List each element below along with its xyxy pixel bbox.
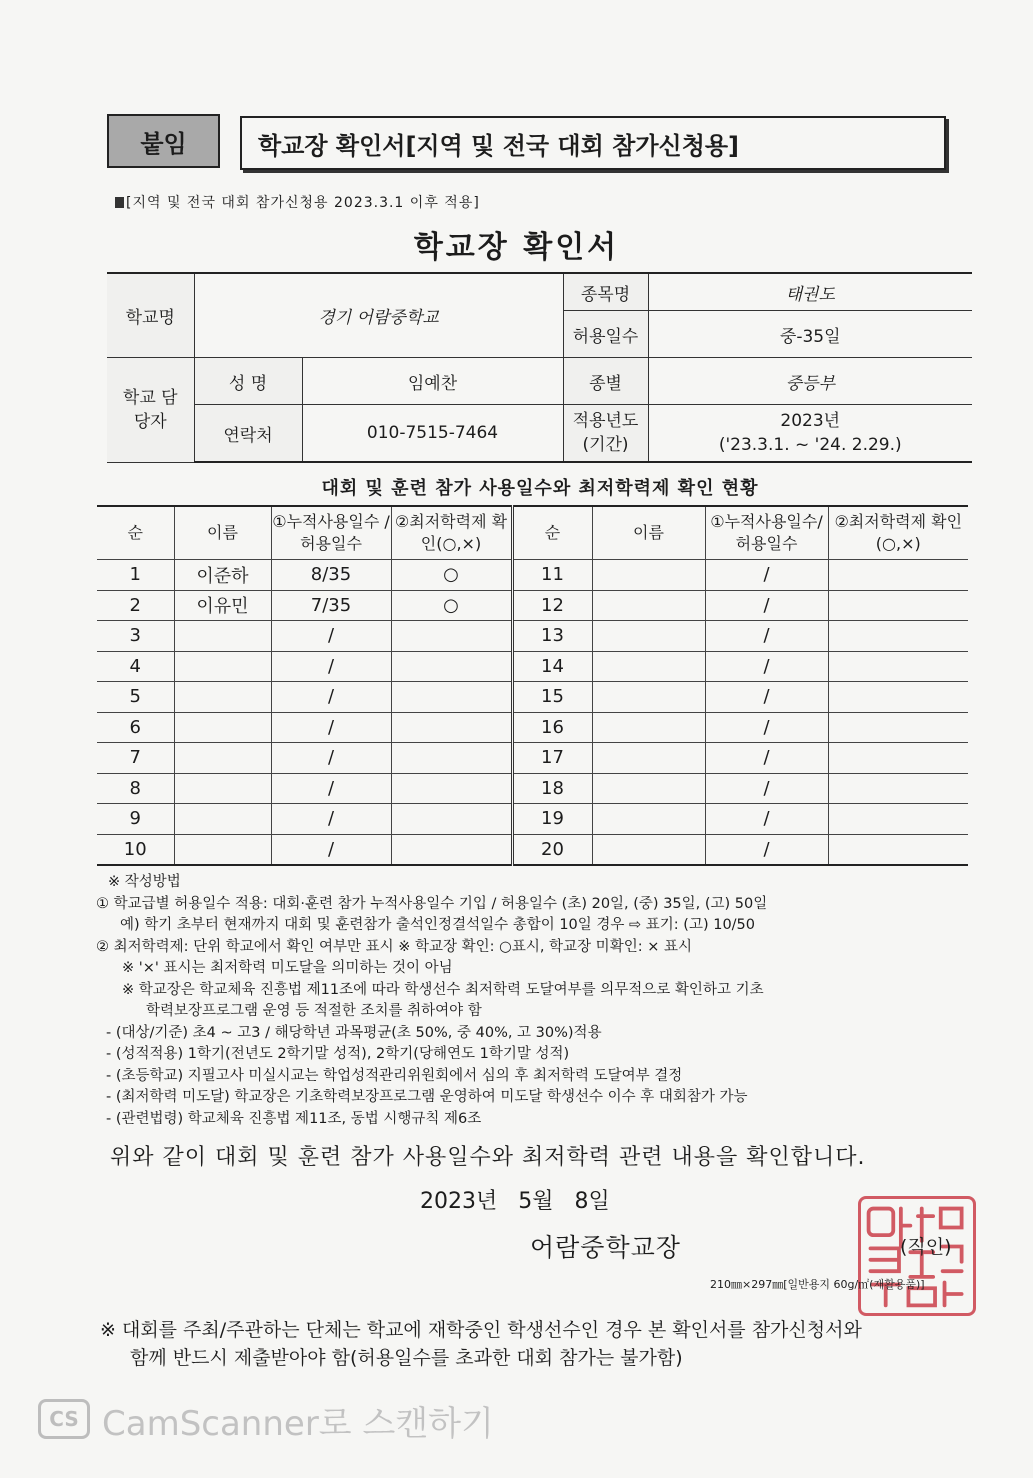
detail-3: - (초등학교) 지필고사 미실시교는 학업성적관리위원회에서 심의 후 최저학력 도달여부 결정 — [106, 1067, 683, 1084]
table-cell: 10 — [97, 834, 174, 865]
detail-1: - (대상/기준) 초4 ~ 고3 / 해당학년 과목평균(초 50%, 중 40%, 고 30%)적용 — [106, 1024, 602, 1041]
applicability-note: [지역 및 전국 대회 참가신청용 2023.3.1 이후 적용] — [115, 192, 480, 212]
status-title: 대회 및 훈련 참가 사용일수와 최저학력제 확인 현황 — [321, 478, 759, 499]
table-cell: / — [271, 743, 391, 774]
table-cell — [828, 682, 968, 713]
table-cell: 3 — [97, 621, 174, 652]
sport-label: 종목명 — [563, 273, 648, 311]
table-cell: / — [705, 560, 828, 591]
table-cell — [592, 560, 705, 591]
attachment-tag: 붙임 — [107, 114, 220, 168]
table-cell — [592, 621, 705, 652]
table-cell: 2 — [97, 590, 174, 621]
table-row — [97, 590, 968, 621]
table-cell — [592, 804, 705, 835]
table-cell: / — [271, 651, 391, 682]
table-cell: 6 — [97, 712, 174, 743]
submission-note-line-1: ※ 대회를 주최/주관하는 단체는 학교에 재학중인 학생선수인 경우 본 확인서를 참가신청서와 — [100, 1319, 862, 1341]
note-2-a: ※ '×' 표시는 최저학력 미도달을 의미하는 것이 아님 — [122, 960, 453, 976]
table-cell — [391, 773, 512, 804]
table-row — [97, 651, 968, 682]
table-cell — [828, 651, 968, 682]
table-cell: / — [271, 773, 391, 804]
note-2-b: ※ 학교장은 학교체육 진흥법 제11조에 따라 학생선수 최저학력 도달여부를 의무적으로 확인하고 기초 — [122, 981, 764, 998]
column-header: ②최저학력제 확인(○,×) — [828, 506, 968, 560]
table-cell — [174, 712, 271, 743]
table-cell: 19 — [512, 804, 592, 835]
table-cell: / — [705, 590, 828, 621]
table-cell: / — [705, 804, 828, 835]
table-cell — [592, 682, 705, 713]
name-value: 임예찬 — [302, 358, 563, 405]
table-cell: / — [705, 682, 828, 713]
table-cell: / — [271, 621, 391, 652]
table-cell — [828, 712, 968, 743]
column-header: 순 — [97, 506, 174, 560]
table-cell: / — [705, 621, 828, 652]
writing-instructions — [96, 872, 976, 1130]
period-value: ('23.3.1. ~ '24. 2.29.) — [718, 435, 902, 455]
issue-date: 2023년 5월 8일 — [420, 1189, 610, 1214]
column-header: ①누적사용일수 /허용일수 — [271, 506, 391, 560]
year-cell — [648, 405, 972, 463]
detail-4: - (최저학력 미도달) 학교장은 기초학력보장프로그램 운영하여 미도달 학생선수 이수 후 대회참가 가능 — [106, 1089, 748, 1105]
seal-label: (직인) — [900, 1236, 952, 1258]
table-cell: / — [705, 712, 828, 743]
column-header: ①누적사용일수/ 허용일수 — [705, 506, 828, 560]
table-cell: 이준하 — [174, 560, 271, 591]
table-row — [97, 560, 968, 591]
table-row — [97, 804, 968, 835]
table-cell — [592, 712, 705, 743]
document-title: 학교장 확인서 — [413, 230, 620, 265]
table-cell: 5 — [97, 682, 174, 713]
days-value: 중-35일 — [648, 311, 972, 358]
camscanner-logo-icon: CS — [38, 1399, 90, 1439]
table-cell: 14 — [512, 651, 592, 682]
table-cell: 18 — [512, 773, 592, 804]
table-cell — [592, 590, 705, 621]
table-cell: / — [705, 743, 828, 774]
confirmation-text: 위와 같이 대회 및 훈련 참가 사용일수와 최저학력 관련 내용을 확인합니다. — [110, 1145, 866, 1170]
days-label: 허용일수 — [563, 311, 648, 358]
table-cell — [391, 682, 512, 713]
table-cell: 11 — [512, 560, 592, 591]
table-cell: 12 — [512, 590, 592, 621]
table-row — [97, 743, 968, 774]
table-cell — [828, 804, 968, 835]
table-cell — [828, 590, 968, 621]
table-cell: 8 — [97, 773, 174, 804]
table-cell: 13 — [512, 621, 592, 652]
table-row — [97, 621, 968, 652]
table-cell — [391, 804, 512, 835]
table-cell — [174, 804, 271, 835]
table-cell — [174, 743, 271, 774]
notes-heading: ※ 작성방법 — [108, 874, 181, 890]
submission-note-line-2: 함께 반드시 제출받아야 함(허용일수를 초과한 대회 참가는 불가함) — [130, 1347, 683, 1369]
table-cell: ○ — [391, 590, 512, 621]
contact-value: 010-7515-7464 — [302, 405, 563, 463]
table-cell: 20 — [512, 834, 592, 865]
division-value: 중등부 — [648, 358, 972, 405]
table-cell: 4 — [97, 651, 174, 682]
detail-2: - (성적적용) 1학기(전년도 2학기말 성적), 2학기(당해연도 1학기말 성적) — [106, 1046, 570, 1062]
table-cell — [174, 651, 271, 682]
table-row — [97, 773, 968, 804]
table-cell — [592, 743, 705, 774]
table-cell: / — [271, 834, 391, 865]
note-2-b-cont: 학력보장프로그램 운영 등 적절한 조치를 취하여야 함 — [146, 1003, 482, 1019]
table-cell — [828, 621, 968, 652]
table-cell: 7 — [97, 743, 174, 774]
table-cell — [391, 621, 512, 652]
table-cell: 7/35 — [271, 590, 391, 621]
table-cell: 16 — [512, 712, 592, 743]
table-cell — [391, 712, 512, 743]
table-cell: / — [271, 682, 391, 713]
note-2: ② 최저학력제: 단위 학교에서 확인 여부만 표시 ※ 학교장 확인: ○표시, 학교장 미확인: × 표시 — [96, 938, 692, 955]
status-table — [97, 505, 968, 866]
year-label: 적용년도 (기간) — [563, 405, 648, 463]
table-cell: 15 — [512, 682, 592, 713]
table-cell — [174, 682, 271, 713]
table-cell — [828, 743, 968, 774]
table-row — [97, 712, 968, 743]
camscanner-watermark: CamScanner로 스캔하기 — [102, 1404, 494, 1444]
table-cell — [592, 773, 705, 804]
note-1-example: 예) 학기 초부터 현재까지 대회 및 훈련참가 출석인정결석일수 총합이 10일 경우 ⇨ 표기: (고) 10/50 — [120, 917, 756, 933]
paper-spec-note: 210㎜×297㎜[일반용지 60g/㎡(재활용품)] — [710, 1278, 925, 1291]
detail-5: - (관련법령) 학교체육 진흥법 제11조, 동법 시행규칙 제6조 — [106, 1110, 482, 1127]
table-cell: ○ — [391, 560, 512, 591]
contact-label: 연락처 — [194, 405, 302, 463]
table-row — [97, 834, 968, 865]
table-cell: 1 — [97, 560, 174, 591]
table-cell — [174, 621, 271, 652]
division-label: 종별 — [563, 358, 648, 405]
manager-label: 학교 담당자 — [107, 358, 194, 463]
table-cell — [828, 773, 968, 804]
table-cell: / — [705, 651, 828, 682]
table-cell: 17 — [512, 743, 592, 774]
table-cell — [828, 560, 968, 591]
table-cell — [391, 834, 512, 865]
sport-value: 태권도 — [648, 273, 972, 311]
table-cell — [592, 651, 705, 682]
table-cell: 이유민 — [174, 590, 271, 621]
table-cell: / — [705, 834, 828, 865]
table-cell: / — [271, 804, 391, 835]
table-cell — [174, 834, 271, 865]
table-cell — [391, 743, 512, 774]
column-header: 이름 — [174, 506, 271, 560]
table-cell — [174, 773, 271, 804]
column-header: ②최저학력제 확인(○,×) — [391, 506, 512, 560]
info-table — [107, 272, 972, 463]
school-label: 학교명 — [107, 273, 194, 358]
principal-signature: 어람중학교장 — [530, 1233, 681, 1262]
table-cell — [391, 651, 512, 682]
name-label: 성 명 — [194, 358, 302, 405]
table-cell — [592, 834, 705, 865]
status-table-header — [97, 506, 968, 560]
submission-note — [100, 1316, 980, 1372]
school-value: 경기 어람중학교 — [194, 273, 563, 358]
table-cell: / — [705, 773, 828, 804]
column-header: 순 — [512, 506, 592, 560]
year-value: 2023년 — [780, 411, 841, 431]
header-title: 학교장 확인서[지역 및 전국 대회 참가신청용] — [240, 116, 946, 170]
table-cell: / — [271, 712, 391, 743]
table-cell: 9 — [97, 804, 174, 835]
note-1: ① 학교급별 허용일수 적용: 대회·훈련 참가 누적사용일수 기입 / 허용일수 (초) 20일, (중) 35일, (고) 50일 — [96, 895, 768, 912]
table-cell: 8/35 — [271, 560, 391, 591]
table-cell — [828, 834, 968, 865]
column-header: 이름 — [592, 506, 705, 560]
square-bullet-icon — [115, 197, 124, 208]
table-row — [97, 682, 968, 713]
